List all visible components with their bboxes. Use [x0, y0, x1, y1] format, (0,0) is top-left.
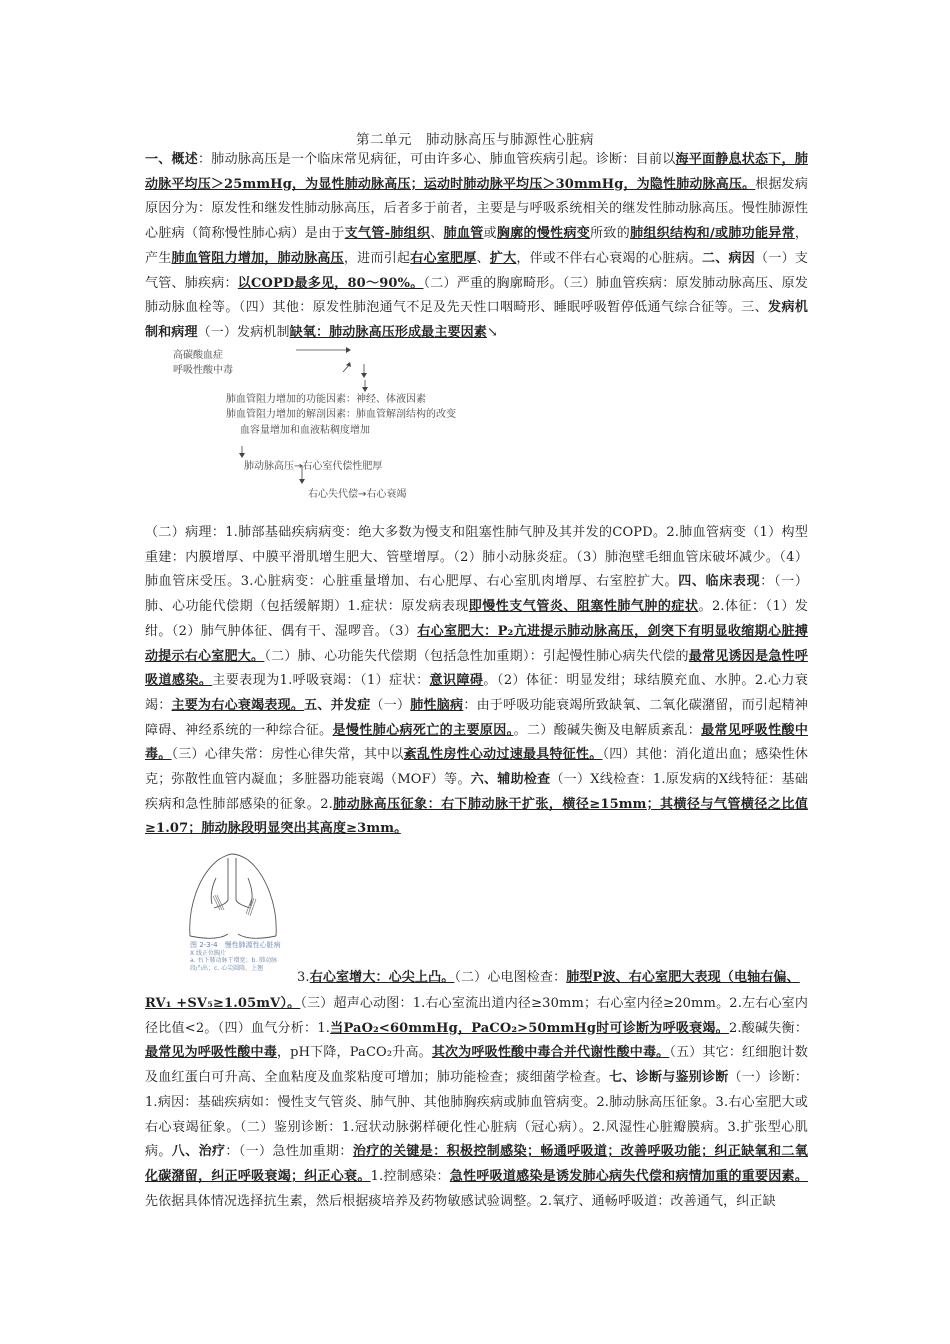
key-point-text: 海平面静息状态下，肺动脉平均压＞25mmHg，为显性肺动脉高压；运动时肺动脉平均压＞30mmHg，为隐性肺动脉高压。: [145, 152, 808, 192]
body-text: 或: [483, 226, 497, 242]
body-text: 。2.体征：（1）发绀。（2）肺气肿体征、偶有干、湿啰音。（3）: [145, 599, 808, 639]
body-text: 根据发病原因分为：原发性和继发性肺动脉高压，后者多于前者，主要是与呼吸系统相关的继发性肺动脉高压。慢性肺源性心脏病（简称慢性肺心病）是由于: [145, 176, 808, 242]
body-text: 2.酸碱失衡：: [728, 1020, 808, 1036]
figure-caption-note-1: a. 右下肺动脉干增宽；b. 肺动脉: [190, 957, 278, 964]
key-point-text: 急性呼吸道感染是诱发肺心病失代偿和病情加重的重要因素。: [449, 1168, 808, 1184]
diagram-hypertension: 肺动脉高压→右心室代偿性肥厚: [244, 461, 383, 472]
body-text: （一）X线检查：1.原发病的X线特征：基础疾病和急性肺部感染的征象。2.: [145, 772, 808, 812]
body-text: ：（一）急性加重期：: [225, 1144, 353, 1160]
body-text: （一）诊断：1.病因：基础疾病如：慢性支气管炎、肺气肿、其他肺胸疾病或肺血管病变。2.肺动脉高压征象。3.右心室肥大或右心衰竭征象。（二）鉴别诊断：1.冠状动脉粥样硬化性心脏病（冠心病）。2.风湿性心脏瓣膜病。3.扩张型心肌病。: [145, 1070, 808, 1160]
body-text: 先依据具体情况选择抗生素，然后根据痰培养及药物敏感试验调整。2.氧疗、通畅呼吸道：改善通气，纠正缺: [145, 1193, 776, 1209]
key-point-text: 最常见呼吸性酸中毒。: [145, 722, 809, 763]
body-text: 主要表现为1.呼吸衰竭：（1）症状：: [212, 673, 430, 689]
body-text: 3.: [297, 970, 310, 985]
key-point-text: 肺血管: [443, 226, 484, 242]
body-text: 。（2）体征：明显发绀；球结膜充血、水肿。2.心力衰竭：: [145, 673, 808, 713]
key-point-text: 扩大: [489, 250, 517, 266]
body-text: （三）超声心动图：1.右心室流出道内径≥30mm；右心室内径≥20mm。2.左右心室内径比值<2。（四）血气分析：1.: [145, 996, 808, 1036]
section-heading: 七、诊断与鉴别诊断: [609, 1070, 729, 1086]
body-text: （二）严重的胸廓畸形。（三）肺血管疾病：原发肺动脉高压、原发肺动脉血栓等。（四）其他：原发性肺泡通气不足及先天性口咽畸形、睡眠呼吸暂停低通气综合征等。三、: [145, 275, 808, 316]
paragraph-right-ventricle: [297, 966, 817, 991]
paragraph-overview: [145, 148, 808, 346]
body-text: 。二）酸碱失衡及电解质紊乱：: [513, 722, 702, 738]
body-text: （一）支气管、肺疾病：: [145, 250, 808, 291]
body-text: （二）肺、心功能失代偿期（包括急性加重期）：引起慢性肺心病失代偿的: [264, 648, 689, 664]
body-text: ↘: [486, 324, 498, 340]
key-point-text: 治疗的关键是：积极控制感染；畅通呼吸道；改善呼吸功能；纠正缺氧和二氧化碳潴留，纠正呼吸衰竭；纠正心衰。: [145, 1144, 808, 1184]
body-text: 、: [476, 250, 490, 266]
body-text: 、: [430, 226, 444, 242]
body-text: ，进而引起: [343, 250, 411, 266]
key-point-text: 紊乱性房性心动过速最具特征性。: [403, 747, 603, 763]
section-heading: 六、辅助检查: [470, 772, 551, 788]
figure-caption: [190, 942, 281, 972]
key-point-text: 肺组织结构和/或肺功能异常: [630, 226, 795, 242]
body-text: 1.控制感染：: [370, 1168, 450, 1184]
body-text: （三）心律失常：房性心律失常，其中以: [171, 747, 404, 763]
body-text: （一）: [370, 697, 411, 713]
diagram-volume-factors: 血容量增加和血液粘稠度增加: [240, 425, 370, 436]
key-point-text: 肺型P波、右心室肥大表现（电轴右偏、: [566, 970, 800, 985]
body-text: ，产生: [145, 226, 809, 266]
figure-caption-title: 图 2-3-4 慢性肺源性心脏病: [190, 941, 281, 949]
key-point-text: RV₁ +SV₅≥1.05mV）。: [145, 996, 301, 1011]
section-heading: 发病机制和病理: [145, 300, 808, 340]
body-text: （二）心电图检查：: [454, 970, 567, 985]
key-point-text: 主要为右心衰竭表现。: [171, 697, 305, 713]
section-heading: 二、病因: [702, 250, 756, 266]
diagram-anatomical-factors: 肺血管阻力增加的解剖因素：肺血管解剖结构的改变: [226, 409, 456, 420]
figure-caption-note-2: 段凸出；c. 心尖圆隆、上翘: [190, 964, 264, 972]
body-text: （四）其他：消化道出血；感染性休克；弥散性血管内凝血；多脏器功能衰竭（MOF）等。: [145, 747, 808, 788]
key-point-text: 支气管-肺组织: [344, 226, 431, 242]
key-point-text: 当PaO₂<60mmHg，PaCO₂>50mmHg时可诊断为呼吸衰竭。: [330, 1020, 729, 1036]
key-point-text: 其次为呼吸性酸中毒合并代谢性酸中毒。: [431, 1045, 670, 1061]
body-text: ，伴或不伴右心衰竭的心脏病。: [516, 250, 702, 266]
key-point-text: 右心室增大：心尖上凸。: [309, 970, 455, 985]
key-point-text: 意识障碍: [429, 673, 484, 689]
section-heading: 八、治疗: [171, 1144, 226, 1160]
key-point-text: 肺动脉高压征象：右下肺动脉干扩张，横径≥15mm；其横径与气管横径之比值≥1.07；肺动脉段明显突出其高度≥3mm。: [145, 796, 808, 837]
key-point-text: 右心室肥大：P₂亢进提示肺动脉高压，剑突下有明显收缩期心脏搏动提示右心室肥大。: [145, 623, 808, 664]
body-text: 所致的: [590, 226, 631, 242]
section-heading: 一、概述: [145, 152, 199, 167]
key-point-text: 以COPD最多见，80～90%。: [237, 275, 424, 291]
key-point-text: 最常见为呼吸性酸中毒: [145, 1045, 277, 1061]
pathogenesis-diagram: [168, 342, 498, 504]
diagram-hypercapnia: 高碳酸血症: [173, 350, 223, 361]
key-point-text: 缺氧：肺动脉高压形成最主要因素: [289, 324, 487, 340]
body-text: （一）发病机制: [197, 324, 290, 340]
key-point-text: 肺血管阻力增加，肺动脉高压: [171, 250, 344, 266]
figure-caption-subtitle: X 线正位胸片: [190, 949, 227, 957]
body-text: [401, 821, 414, 836]
body-text: ：由于呼吸功能衰竭所致缺氧、二氧化碳潴留，而引起精神障碍、神经系统的一种综合征。: [145, 697, 808, 738]
section-heading: 四、临床表现: [678, 574, 761, 590]
diagram-acidosis: 呼吸性酸中毒: [173, 365, 233, 376]
unit-title: 第二单元 肺动脉高压与肺源性心脏病: [356, 132, 594, 148]
key-point-text: 胸廓的慢性病变: [496, 226, 591, 242]
body-text: ：肺动脉高压是一个临床常见病征，可由许多心、肺血管疾病引起。诊断：目前以: [198, 152, 676, 167]
key-point-text: 右心室肥厚: [410, 250, 477, 266]
paragraph-exam-diagnosis-treatment: [145, 992, 808, 1214]
body-text: （五）其它：红细胞计数及血红蛋白可升高、全血粘度及血浆粘度可增加；肺功能检查；痰细菌学检查。: [145, 1045, 808, 1086]
key-point-text: 最常见诱因是急性呼吸道感染。: [145, 648, 808, 689]
key-point-text: 是慢性肺心病死亡的主要原因。: [332, 722, 514, 738]
diagram-functional-factors: 肺血管阻力增加的功能因素：神经、体液因素: [226, 394, 426, 405]
diagram-failure: 右心失代偿→右心衰竭: [308, 489, 407, 500]
body-text: （二）病理：1.肺部基础疾病病变：绝大多数为慢支和阻塞性肺气肿及其并发的COPD。2.肺血管病变（1）构型重建：内膜增厚、中膜平滑肌增生肥大、管壁增厚。（2）肺小动脉炎症。（3）肺泡壁毛细血管床破坏减少。（4）肺血管床受压。3.心脏病变：心脏重量增加、右心肥厚、右心室肌肉增厚、右室腔扩大。: [145, 525, 808, 590]
body-text: ，pH下降，PaCO₂升高。: [276, 1045, 432, 1061]
section-heading: 五、并发症: [304, 697, 371, 713]
key-point-text: 肺性脑病: [410, 697, 464, 713]
paragraph-pathology-clinical: [145, 521, 808, 842]
body-text: ：（一）肺、心功能代偿期（包括缓解期）1.症状：原发病表现: [145, 574, 808, 615]
key-point-text: 即慢性支气管炎、阻塞性肺气肿的症状: [468, 599, 699, 615]
